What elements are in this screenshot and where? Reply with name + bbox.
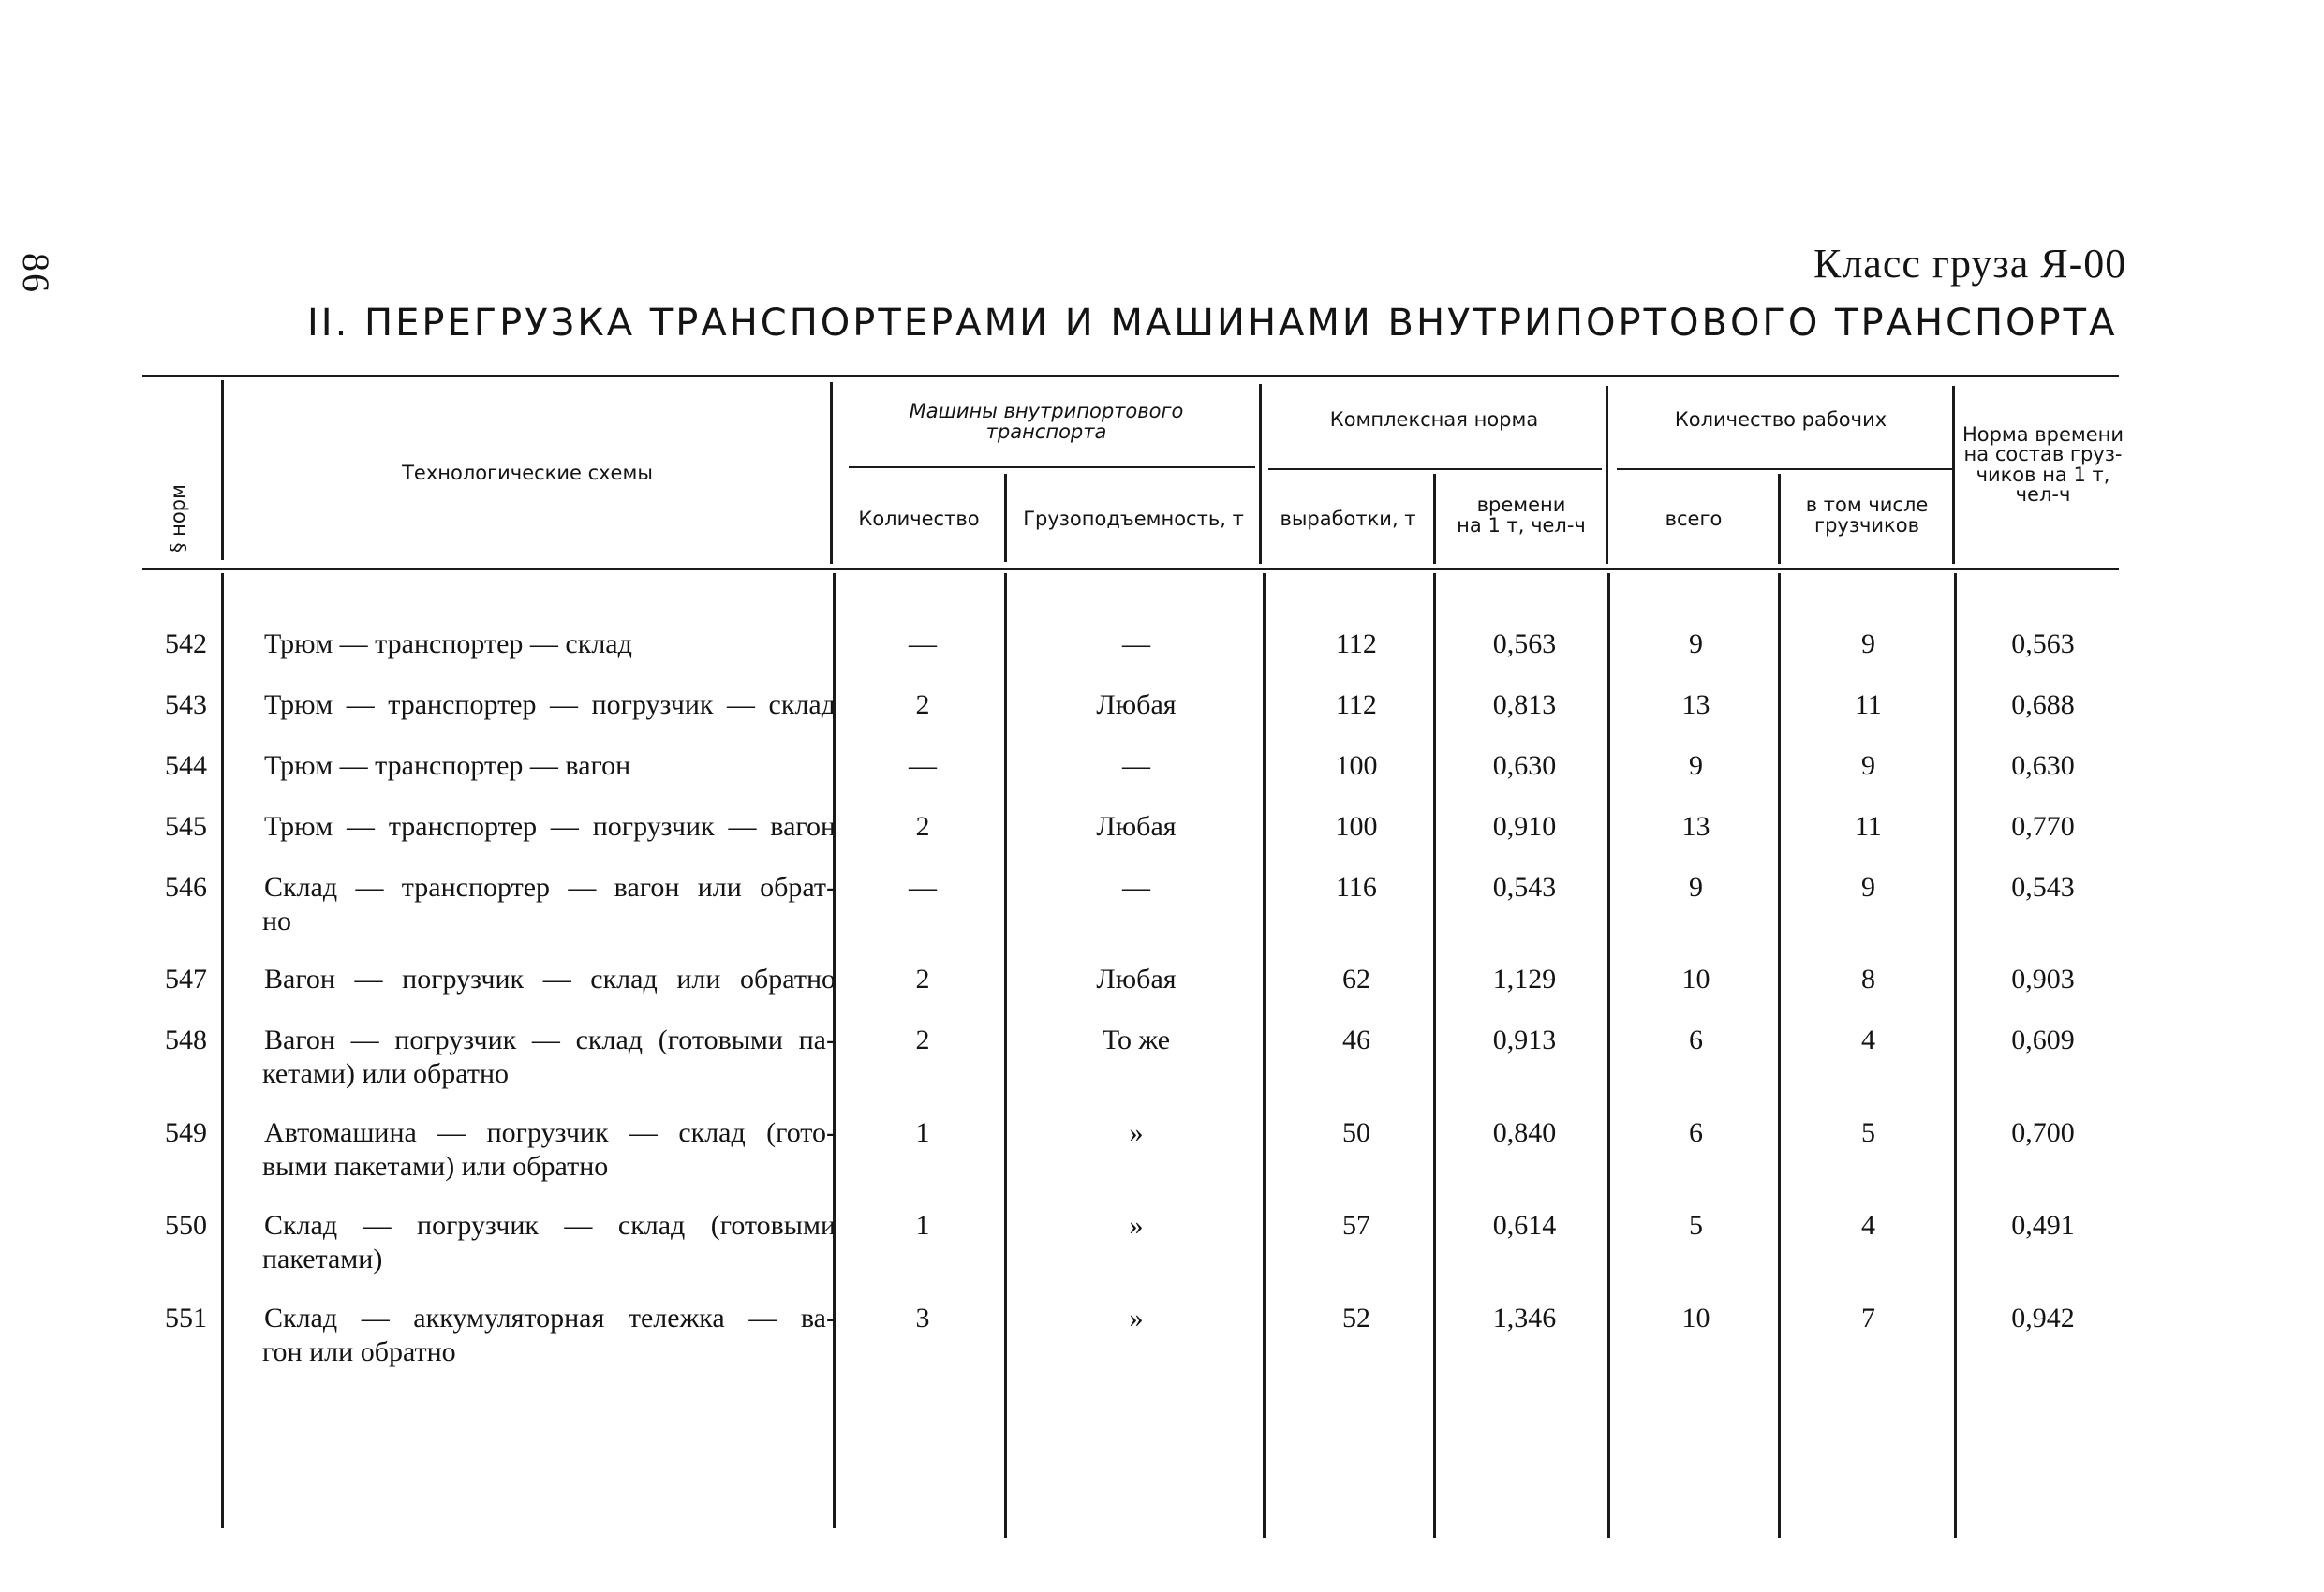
row-output: 50 <box>1342 1117 1370 1148</box>
header-complex-group: Комплексная норма <box>1329 408 1539 431</box>
header-loaders-line: в том числе <box>1805 494 1929 516</box>
header-capacity: Грузоподъемность, т <box>1023 508 1244 530</box>
header-norm-time <box>1954 425 2132 506</box>
table-row <box>0 1302 2324 1367</box>
row-time: 0,813 <box>1492 689 1557 720</box>
table-row <box>0 627 2324 684</box>
row-number: 548 <box>165 1024 207 1055</box>
row-capacity: — <box>1122 872 1150 903</box>
row-scheme: Трюм — транспортер — склад <box>264 628 632 659</box>
complex-group-rule <box>1268 468 1602 470</box>
row-output: 112 <box>1336 628 1377 659</box>
row-norm-time: 0,563 <box>2011 628 2075 659</box>
row-number: 543 <box>165 689 207 720</box>
row-total-workers: 9 <box>1689 628 1703 659</box>
row-loaders: 11 <box>1855 811 1882 842</box>
row-time: 0,543 <box>1492 872 1557 903</box>
header-schemes: Технологические схемы <box>402 462 653 484</box>
row-quantity: 1 <box>915 1210 930 1241</box>
row-loaders: 5 <box>1861 1117 1875 1148</box>
row-capacity: » <box>1129 1303 1144 1334</box>
row-norm-time: 0,543 <box>2011 872 2075 903</box>
row-number: 547 <box>165 964 207 995</box>
row-scheme-continuation: гон или обратно <box>262 1336 456 1367</box>
row-norm-time: 0,942 <box>2011 1303 2075 1334</box>
cargo-class-label: Класс груза Я-00 <box>1813 241 2127 287</box>
col-divider <box>1778 474 1781 564</box>
row-scheme <box>264 1024 836 1091</box>
col-divider <box>1433 474 1436 564</box>
row-total-workers: 5 <box>1689 1210 1703 1241</box>
col-divider <box>1259 384 1262 564</box>
row-output: 100 <box>1335 811 1378 842</box>
row-total-workers: 9 <box>1689 872 1703 903</box>
row-time: 1,346 <box>1492 1303 1557 1334</box>
col-divider <box>1004 474 1007 562</box>
row-capacity: То же <box>1102 1024 1171 1055</box>
row-quantity: 3 <box>915 1303 930 1334</box>
header-norm-time-line: чиков на 1 т, <box>1976 463 2110 486</box>
row-number: 545 <box>165 811 207 842</box>
row-norm-time: 0,491 <box>2011 1210 2075 1241</box>
row-scheme-continuation: пакетами) <box>262 1244 383 1275</box>
header-time-line: на 1 т, чел-ч <box>1457 514 1586 538</box>
row-time: 0,614 <box>1492 1210 1557 1241</box>
row-scheme-continuation: кетами) или обратно <box>262 1058 510 1089</box>
header-total: всего <box>1665 508 1723 530</box>
header-workers-group: Количество рабочих <box>1674 408 1887 431</box>
row-total-workers: 6 <box>1689 1024 1703 1055</box>
table-row <box>0 749 2324 805</box>
row-loaders: 9 <box>1861 872 1875 903</box>
row-norm-time: 0,700 <box>2011 1117 2075 1148</box>
row-loaders: 7 <box>1861 1303 1875 1334</box>
row-capacity: — <box>1122 750 1150 781</box>
header-norm-number: § норм <box>167 484 189 553</box>
header-time-line: времени <box>1476 494 1566 516</box>
row-scheme: Трюм — транспортер — погрузчик — вагон <box>264 811 836 842</box>
row-time: 0,910 <box>1492 811 1557 842</box>
row-scheme-continuation: но <box>262 906 292 936</box>
header-norm-time-line: на состав груз- <box>1963 443 2123 466</box>
header-time <box>1437 494 1606 536</box>
row-output: 57 <box>1342 1210 1370 1241</box>
header-norm-time-line: Норма времени <box>1961 423 2124 446</box>
row-scheme <box>264 1302 836 1369</box>
row-scheme: Трюм — транспортер — вагон <box>264 750 631 781</box>
row-time: 0,630 <box>1492 750 1557 781</box>
row-norm-time: 0,903 <box>2011 964 2075 995</box>
row-total-workers: 10 <box>1681 964 1710 995</box>
row-norm-time: 0,609 <box>2011 1024 2075 1055</box>
row-capacity: — <box>1122 628 1150 659</box>
table-top-rule <box>142 375 2119 377</box>
col-divider <box>221 380 224 560</box>
row-quantity: 2 <box>915 811 930 842</box>
header-loaders <box>1782 494 1952 536</box>
row-output: 46 <box>1342 1024 1370 1055</box>
row-capacity: » <box>1129 1117 1144 1148</box>
row-scheme: Трюм — транспортер — погрузчик — склад <box>264 689 836 720</box>
table-row <box>0 1024 2324 1089</box>
table-row <box>0 871 2324 936</box>
workers-group-rule <box>1617 468 1952 470</box>
row-capacity: Любая <box>1096 689 1177 720</box>
row-loaders: 8 <box>1861 964 1875 995</box>
table-row <box>0 963 2324 1019</box>
row-total-workers: 6 <box>1689 1117 1703 1148</box>
row-loaders: 11 <box>1855 689 1882 720</box>
machines-group-rule <box>849 466 1255 468</box>
row-scheme: Вагон — погрузчик — склад или обратно <box>264 964 836 995</box>
table-row <box>0 1209 2324 1275</box>
row-output: 52 <box>1342 1303 1370 1334</box>
row-quantity: 2 <box>915 689 930 720</box>
row-loaders: 4 <box>1861 1024 1875 1055</box>
row-scheme-line: Вагон — погрузчик — склад (готовыми па- <box>264 1024 836 1055</box>
row-total-workers: 9 <box>1689 750 1703 781</box>
header-loaders-line: грузчиков <box>1814 514 1919 538</box>
row-output: 112 <box>1336 689 1377 720</box>
section-title: II. ПЕРЕГРУЗКА ТРАНСПОРТЕРАМИ И МАШИНАМИ ВНУТРИПОРТОВОГО ТРАНСПОРТА <box>307 302 2118 345</box>
row-capacity: Любая <box>1096 964 1177 995</box>
header-norm-time-line: чел-ч <box>2015 483 2071 507</box>
row-number: 549 <box>165 1117 207 1148</box>
header-bottom-rule <box>142 568 2119 570</box>
row-number: 544 <box>165 750 207 781</box>
header-quantity: Количество <box>858 508 980 530</box>
row-time: 0,913 <box>1492 1024 1557 1055</box>
row-quantity: — <box>909 750 937 781</box>
row-norm-time: 0,688 <box>2011 689 2075 720</box>
row-scheme <box>264 871 836 938</box>
row-quantity: 2 <box>915 1024 930 1055</box>
row-loaders: 4 <box>1861 1210 1875 1241</box>
row-capacity: » <box>1129 1210 1144 1241</box>
row-total-workers: 10 <box>1681 1303 1710 1334</box>
table-row <box>0 810 2324 866</box>
row-norm-time: 0,770 <box>2011 811 2075 842</box>
row-scheme-line: Склад — аккумуляторная тележка — ва- <box>264 1303 836 1334</box>
row-scheme-line: Автомашина — погрузчик — склад (гото- <box>264 1117 836 1148</box>
header-machines-line: транспорта <box>985 420 1107 444</box>
header-machines-line: Машины внутрипортового <box>909 400 1184 422</box>
row-time: 1,129 <box>1492 964 1557 995</box>
row-time: 0,840 <box>1492 1117 1557 1148</box>
row-number: 551 <box>165 1303 207 1334</box>
row-quantity: 1 <box>915 1117 930 1148</box>
row-number: 546 <box>165 872 207 903</box>
row-quantity: — <box>909 628 937 659</box>
row-scheme <box>264 1116 836 1184</box>
page-number: 86 <box>15 253 57 294</box>
col-divider <box>1606 386 1608 564</box>
row-norm-time: 0,630 <box>2011 750 2075 781</box>
row-scheme-line: Склад — погрузчик — склад (готовыми <box>264 1210 836 1241</box>
row-capacity: Любая <box>1096 811 1177 842</box>
row-scheme-continuation: выми пакетами) или обратно <box>262 1151 609 1182</box>
row-output: 100 <box>1335 750 1378 781</box>
table-row <box>0 1116 2324 1182</box>
row-time: 0,563 <box>1492 628 1557 659</box>
row-output: 62 <box>1342 964 1370 995</box>
header-machines-group <box>834 401 1259 442</box>
row-number: 550 <box>165 1210 207 1241</box>
row-loaders: 9 <box>1861 750 1875 781</box>
header-output: выработки, т <box>1280 508 1416 530</box>
row-scheme-line: Склад — транспортер — вагон или обрат- <box>264 872 836 903</box>
row-loaders: 9 <box>1861 628 1875 659</box>
row-scheme <box>264 1209 836 1276</box>
table-row <box>0 688 2324 744</box>
row-total-workers: 13 <box>1681 811 1710 842</box>
row-total-workers: 13 <box>1681 689 1710 720</box>
row-number: 542 <box>165 628 207 659</box>
col-divider <box>830 382 833 564</box>
row-quantity: 2 <box>915 964 930 995</box>
row-output: 116 <box>1336 872 1377 903</box>
row-quantity: — <box>909 872 937 903</box>
